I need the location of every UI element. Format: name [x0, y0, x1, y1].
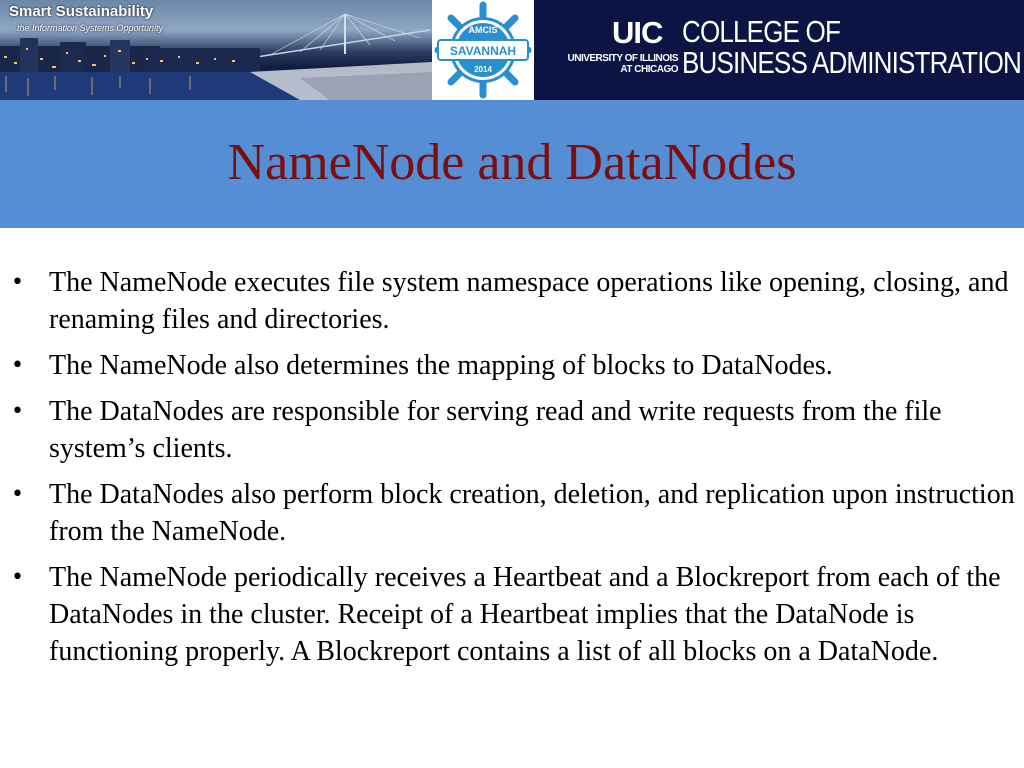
bullet-item — [0, 559, 1024, 670]
bullet-list — [0, 264, 1024, 679]
bullet-marker-icon: • — [11, 353, 24, 378]
bullet-item — [0, 264, 1024, 338]
uic-college-line: COLLEGE OF — [682, 14, 841, 49]
bullet-marker-icon: • — [11, 565, 24, 590]
bullet-text: The DataNodes are responsible for serving read and write requests from the file system’s clients. — [49, 396, 942, 464]
bullet-text: The NameNode executes file system namespace operations like opening, closing, and renaming files and directories. — [49, 267, 1009, 335]
bullet-text: The DataNodes also perform block creation, deletion, and replication upon instruction from the NameNode. — [49, 479, 1015, 547]
uic-mark: UIC — [612, 15, 663, 50]
uic-logo — [534, 0, 1024, 100]
amcis-logo-bottom-text: 2014 — [474, 65, 492, 74]
bullet-item — [0, 393, 1024, 467]
bullet-text: The NameNode also determines the mapping of blocks to DataNodes. — [49, 350, 833, 381]
amcis-logo-top-text: AMCIS — [468, 25, 498, 35]
header-banner — [0, 0, 1024, 100]
amcis-savannah-logo — [432, 0, 534, 100]
conference-tagline-subtitle: the Information Systems Opportunity — [17, 23, 164, 33]
bullet-marker-icon: • — [11, 482, 24, 507]
conference-tagline-title: Smart Sustainability — [9, 3, 154, 20]
uic-college-line: BUSINESS ADMINISTRATION — [682, 45, 1022, 80]
bullet-item — [0, 476, 1024, 550]
uic-college-name — [682, 16, 1021, 78]
uic-university-line: AT CHICAGO — [620, 64, 678, 75]
bullet-marker-icon: • — [11, 270, 24, 295]
conference-photo — [0, 0, 432, 100]
uic-university-line: UNIVERSITY OF ILLINOIS — [567, 53, 678, 64]
title-bar — [0, 100, 1024, 228]
bullet-item — [0, 347, 1024, 384]
bullet-text: The NameNode periodically receives a Heartbeat and a Blockreport from each of the DataNodes in the cluster. Receipt of a Heartbeat implies that the DataNode is functioning properly. A Blockreport contains a list of all blocks on a DataNode. — [49, 562, 1001, 667]
uic-university-name — [550, 53, 678, 75]
bullet-marker-icon: • — [11, 399, 24, 424]
slide-title: NameNode and DataNodes — [227, 134, 797, 191]
amcis-logo-middle-text: SAVANNAH — [449, 44, 517, 58]
